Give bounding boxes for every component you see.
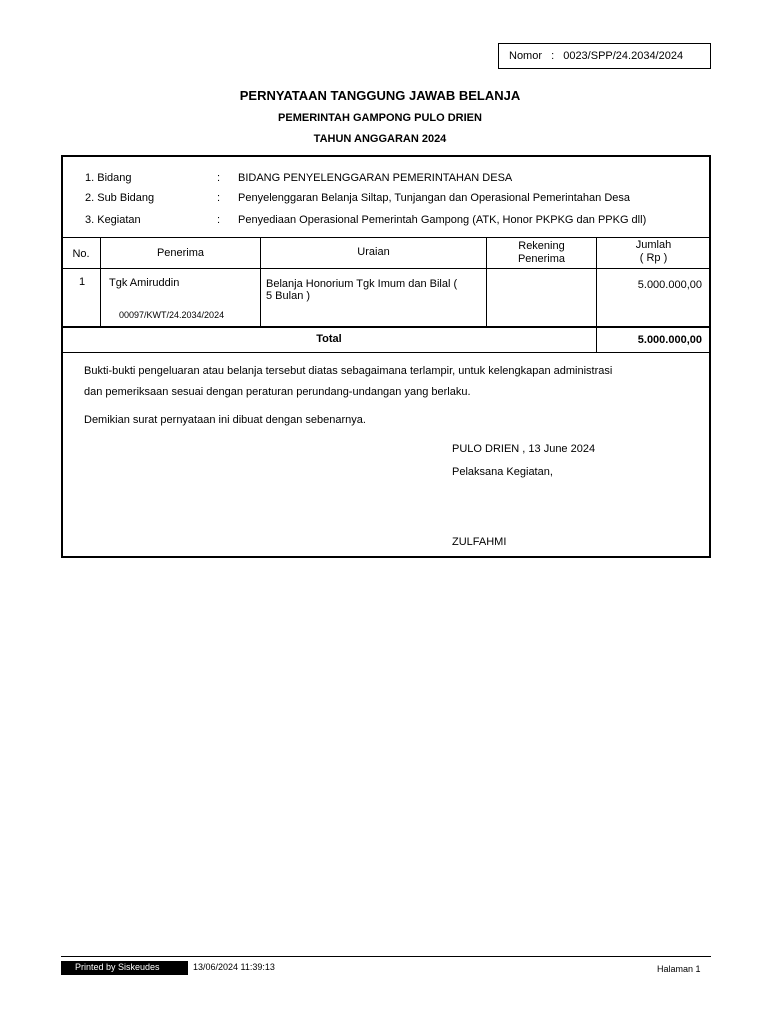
- header-no: No.: [72, 248, 90, 260]
- statement-line-3: Demikian surat pernyataan ini dibuat dengan sebenarnya.: [84, 414, 366, 426]
- table-header-border: [62, 268, 710, 269]
- info-sep-kegiatan: :: [217, 214, 221, 226]
- page-title: PERNYATAAN TANGGUNG JAWAB BELANJA: [239, 88, 521, 103]
- footer-printed-by: Printed by Siskeudes: [61, 961, 188, 975]
- info-label-bidang: 1. Bidang: [85, 172, 132, 184]
- document-number-box: [498, 43, 711, 69]
- info-value-kegiatan: Penyediaan Operasional Pemerintah Gampong (ATK, Honor PKPKG dan PPKG dll): [238, 214, 647, 226]
- signature-role: Pelaksana Kegiatan,: [452, 466, 553, 478]
- header-penerima: Penerima: [156, 247, 205, 259]
- row-uraian-line2: 5 Bulan ): [266, 290, 311, 302]
- page-subtitle: PEMERINTAH GAMPONG PULO DRIEN: [278, 112, 482, 124]
- nomor-value: 0023/SPP/24.2034/2024: [563, 50, 684, 62]
- statement-line-2: dan pemeriksaan sesuai dengan peraturan perundang-undangan yang berlaku.: [84, 386, 471, 398]
- signature-place-date: PULO DRIEN , 13 June 2024: [452, 443, 596, 455]
- header-rekening-1: Rekening: [518, 240, 565, 252]
- row-penerima: Tgk Amiruddin: [109, 277, 180, 289]
- info-label-sub-bidang: 2. Sub Bidang: [85, 192, 155, 204]
- header-uraian: Uraian: [357, 246, 390, 258]
- statement-line-1: Bukti-bukti pengeluaran atau belanja tersebut diatas sebagaimana terlampir, untuk kelengkapan administrasi: [84, 365, 613, 377]
- info-sep-bidang: :: [217, 172, 221, 184]
- table-body-border: [62, 326, 710, 328]
- nomor-separator: :: [551, 50, 555, 62]
- header-rekening-2: Penerima: [517, 253, 566, 265]
- row-kwitansi: 00097/KWT/24.2034/2024: [119, 310, 225, 320]
- info-value-bidang: BIDANG PENYELENGGARAN PEMERINTAHAN DESA: [238, 172, 513, 184]
- footer-timestamp: 13/06/2024 11:39:13: [193, 962, 275, 972]
- row-jumlah: 5.000.000,00: [637, 279, 702, 291]
- footer-rule: [61, 956, 711, 957]
- info-label-kegiatan: 3. Kegiatan: [85, 214, 141, 226]
- total-label: Total: [316, 333, 342, 345]
- info-sep-sub-bidang: :: [217, 192, 221, 204]
- signature-name: ZULFAHMI: [452, 536, 507, 548]
- footer-page-number: Halaman 1: [657, 964, 701, 974]
- table-total-border: [62, 352, 710, 353]
- total-value: 5.000.000,00: [637, 334, 702, 346]
- fiscal-year: TAHUN ANGGARAN 2024: [313, 133, 447, 145]
- header-jumlah-1: Jumlah: [635, 239, 672, 251]
- table-top-border: [62, 237, 710, 238]
- row-no: 1: [78, 276, 86, 288]
- row-uraian-line1: Belanja Honorium Tgk Imum dan Bilal (: [266, 278, 458, 290]
- nomor-label: Nomor: [509, 50, 543, 62]
- info-value-sub-bidang: Penyelenggaran Belanja Siltap, Tunjangan dan Operasional Pemerintahan Desa: [238, 192, 630, 204]
- header-jumlah-2: ( Rp ): [639, 252, 668, 264]
